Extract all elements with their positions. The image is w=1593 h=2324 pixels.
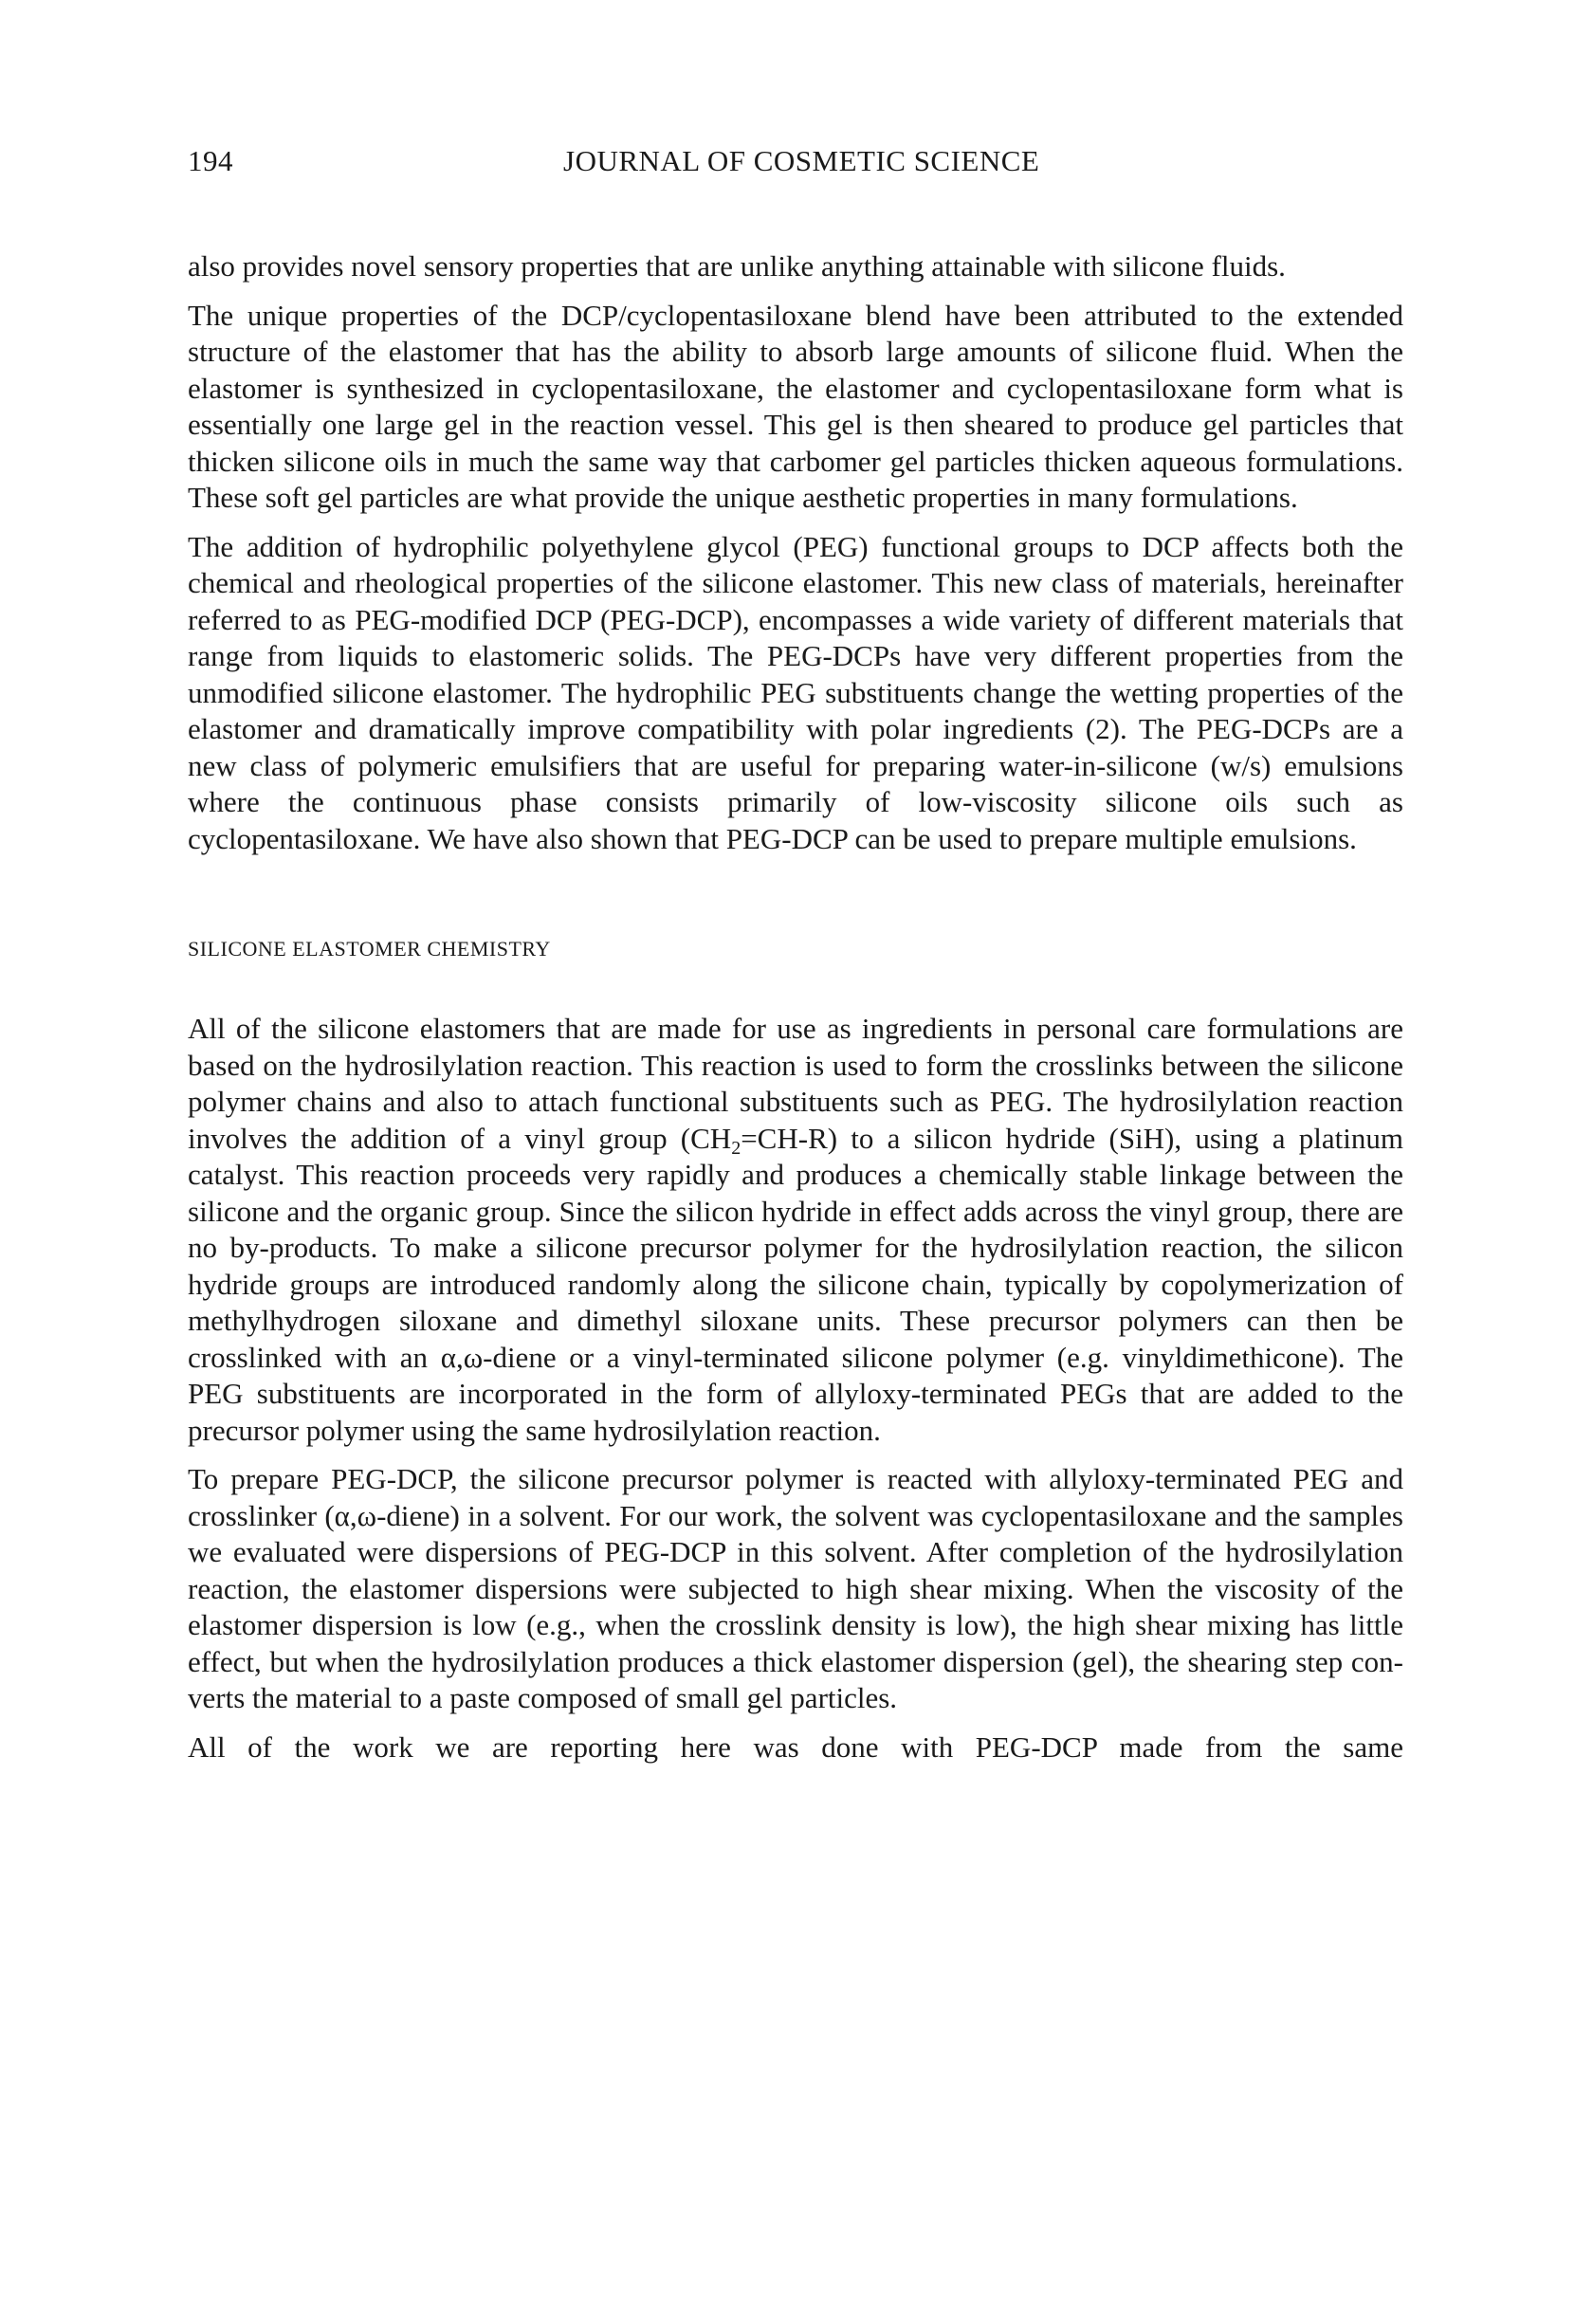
hydrosilylation-text-part2: =CH-R) to a silicon hydride (SiH), using a platinum catalyst. This reaction proceeds very rapidly and produces a chemically stable linkage between the silicone and the organic group. Since the silicon hydride in effect adds across the vinyl group, there are no by-products. To make a silicone precursor polymer for the hydrosilylation reaction, the silicon hydride groups are introduced randomly along the silicone chain, typically by copolymerization of methylhydrogen siloxane and dimethyl siloxane units. These precursor polymers can then be crosslinked with an α,ω-diene or a vinyl-terminated silicone polymer (e.g. vinyldimethicone). The PEG substituents are incorporated in the form of allyloxy-terminated PEGs that are added to the precursor polymer using the same hydrosilylation reaction. xyxy=(188,1121,1403,1447)
article-body xyxy=(188,248,1403,1766)
running-head xyxy=(188,144,1403,182)
paragraph-hydrosilylation xyxy=(188,1011,1403,1449)
paragraph-peg-addition: The addition of hydrophilic polyethylene glycol (PEG) functional groups to DCP affects both the chemical and rheological properties of the silicone elastomer. This new class of materials, hereinafter referred to as PEG-modified DCP (PEG-DCP), encompasses a wide variety of different materials that range from liquids to elastomeric solids. The PEG-DCPs have very different properties from the unmodified silicone elastomer. The hydrophilic PEG substituents change the wetting properties of the elastomer and dramatically improve compatibility with polar ingredients (2). The PEG-DCPs are a new class of polymeric emulsifiers that are useful for preparing water-in-silicone (w/s) emulsions where the continuous phase consists primarily of low-viscosity silicone oils such as cyclopentasiloxane. We have also shown that PEG-DCP can be used to prepare multiple emulsions. xyxy=(188,529,1403,855)
hydrosilylation-text-part1: All of the silicone elastomers that are made for use as ingredients in personal care formulations are based on the hydrosilylation reaction. This reaction is used to form the crosslinks between the silicone polymer chains and also to attach functional substituents such as PEG. The hydrosilylation reaction involves the addition of a vinyl group (CH xyxy=(188,1012,1403,1155)
page-number: 194 xyxy=(188,144,233,177)
paragraph-dcp-blend: The unique properties of the DCP/cyclopentasiloxane blend have been attributed to the extended structure of the elastomer that has the ability to absorb large amounts of silicone fluid. When the elastomer is synthesized in cyclopentasiloxane, the elastomer and cyclopentasiloxane form what is essentially one large gel in the reaction vessel. This gel is then sheared to produce gel particles that thicken silicone oils in much the same way that carbomer gel particles thicken aqueous formulations. These soft gel particles are what provide the unique aesthetic properties in many formulations. xyxy=(188,298,1403,514)
paragraph-peg-dcp-preparation: To prepare PEG-DCP, the silicone precursor polymer is reacted with allyloxy-terminated PEG and crosslinker (α,ω-diene) in a solvent. For our work, the solvent was cyclopentasiloxane and the samples we evaluated were dispersions of PEG-DCP in this solvent. After completion of the hydrosilylation reaction, the elastomer dispersions were subjected to high shear mixing. When the viscosity of the elastomer dispersion is low (e.g., when the crosslink density is low), the high shear mixing has little effect, but when the hydrosilylation produces a thick elastomer dispersion (gel), the shearing step converts the material to a paste composed of small gel particles. xyxy=(188,1462,1403,1714)
section-heading: SILICONE ELASTOMER CHEMISTRY xyxy=(188,937,551,961)
journal-title: JOURNAL OF COSMETIC SCIENCE xyxy=(563,144,1040,177)
subscript-2: 2 xyxy=(731,1137,742,1159)
paragraph-continuation: also provides novel sensory properties that are unlike anything attainable with silicone fluids. xyxy=(188,249,1286,283)
paragraph-work-reporting: All of the work we are reporting here was done with PEG-DCP made from the same xyxy=(188,1729,1403,1764)
